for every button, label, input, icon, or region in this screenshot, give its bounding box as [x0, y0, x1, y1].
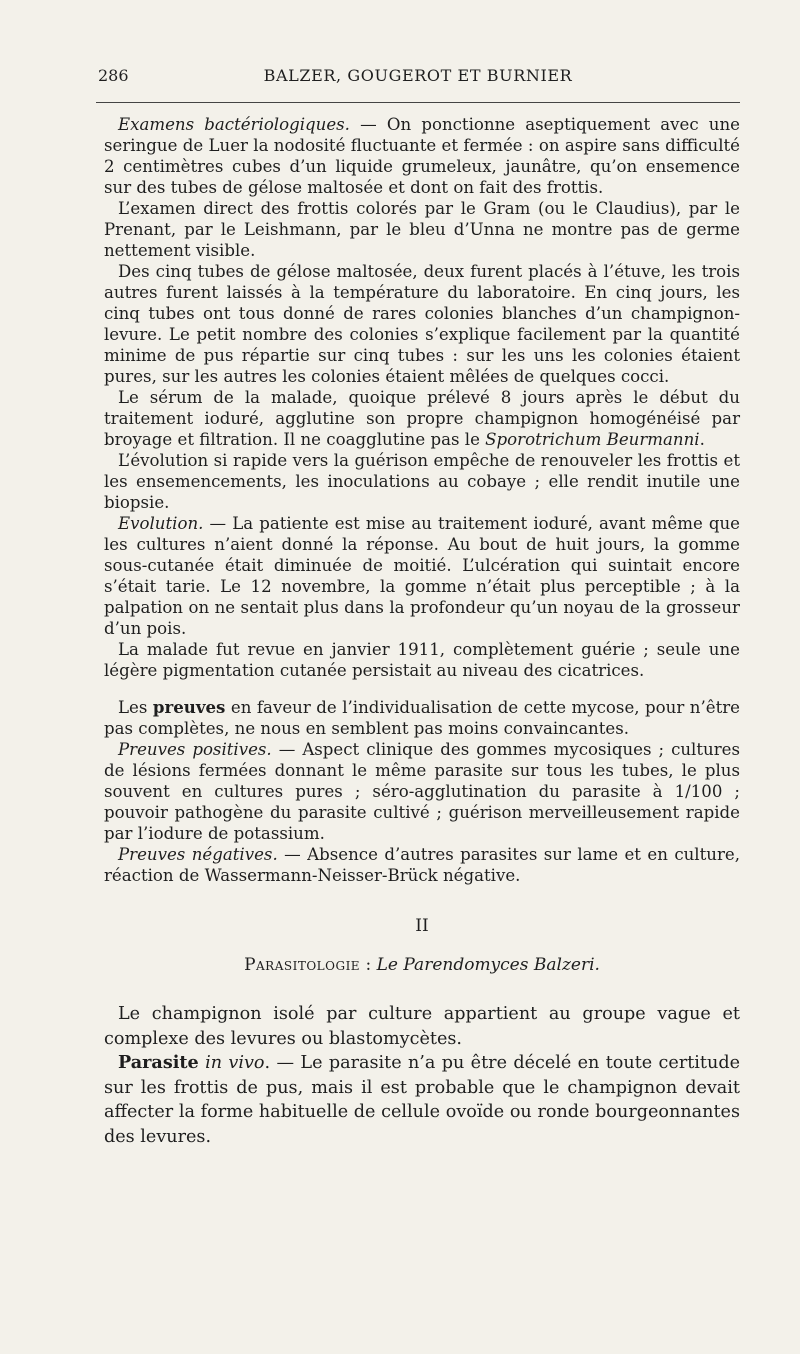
- paragraph-evolution: [104, 513, 740, 639]
- paragraph-tubes: Des cinq tubes de gélose maltosée, deux furent placés à l’étuve, les trois autres furent laissés à la température du laboratoire. En cinq jours, les cinq tubes ont tous donné de rares colonies blanches d’un champignon-levure. Le petit nombre des colonies s’explique facilement par la quantité minime de pus répartie sur cinq tubes : sur les uns les colonies étaient pures, sur les autres les colonies étaient mêlées de quelques cocci.: [104, 262, 740, 386]
- paragraph-parasite: [104, 1051, 740, 1149]
- paragraph-preuves-positives: [104, 739, 740, 844]
- paragraph-text: — Absence d’autres parasites sur lame et en culture, réaction de Wassermann-Neisser-Brück négative.: [104, 845, 741, 885]
- paragraph-text: Le sérum de la malade, quoique prélevé 8 jours après le début du traitement ioduré, agglutine son propre champignon homogénéisé par broyage et filtration. Il ne coagglutine pas le: [104, 388, 740, 449]
- paragraph-serum: [104, 387, 740, 450]
- page-header: [96, 62, 740, 103]
- section-separator: :: [360, 955, 377, 975]
- section-title: Le Parendomyces Balzeri.: [376, 955, 600, 975]
- paragraph-preuves-negatives: [104, 844, 740, 886]
- paragraph-text: en faveur de l’individualisation de cette mycose, pour n’être pas complètes, ne nous en semblent pas moins convaincantes.: [104, 698, 740, 738]
- paragraph-lead: Preuves négatives.: [118, 845, 278, 864]
- paragraph-champignon: Le champignon isolé par culture appartient au groupe vague et complexe des levures ou blastomycètes.: [104, 1004, 740, 1049]
- page-number: 286: [98, 66, 129, 85]
- paragraph-lead: Examens bactériologiques.: [118, 115, 350, 134]
- paragraph-text: — On ponctionne aseptiquement avec une seringue de Luer la nodosité fluctuante et fermée : on aspire sans difficulté 2 centimètres cubes d’un liquide grumeleux, jaunâtre, qu’on ensemence sur des tubes de gélose maltosée et dont on fait des frottis.: [104, 115, 741, 197]
- section-heading: [104, 955, 740, 976]
- paragraph-text: Les: [118, 698, 153, 717]
- paragraph-lead: Preuves positives.: [118, 740, 272, 759]
- paragraph-revue: La malade fut revue en janvier 1911, complètement guérie ; seule une légère pigmentation cutanée persistait au niveau des cicatrices.: [104, 640, 740, 680]
- bold-term: preuves: [152, 697, 226, 717]
- body-text: [104, 114, 740, 1149]
- species-name: Sporotrichum Beurmanni: [485, 430, 700, 449]
- paragraph-text: — Aspect clinique des gommes mycosiques ; cultures de lésions fermées donnant le même parasite sur tous les tubes, le plus souvent en cultures pures ; séro-agglutination du parasite à 1/100 ; pouvoir pathogène du parasite cultivé ; guérison merveilleusement rapide par l’iodure de potassium.: [104, 740, 740, 843]
- paragraph-lead: Evolution.: [118, 514, 204, 533]
- paragraph-examen-direct: L’examen direct des frottis colorés par le Gram (ou le Claudius), par le Prenant, par le Leishmann, par le bleu d’Unna ne montre pas de germe nettement visible.: [104, 199, 740, 260]
- bold-term: Parasite: [118, 1052, 199, 1073]
- paragraph-text: . — Le parasite n’a pu être décelé en toute certitude sur les frottis de pus, mais il est probable que le champignon devait affecter la forme habituelle de cellule ovoïde ou ronde bourgeonnantes des levures.: [104, 1053, 741, 1147]
- running-head: BALZER, GOUGEROT ET BURNIER: [263, 66, 573, 85]
- latin-term: in vivo: [205, 1053, 265, 1073]
- paragraph-examens: [104, 114, 740, 198]
- paragraph-text: — La patiente est mise au traitement ioduré, avant même que les cultures n’aient donné la réponse. Au bout de huit jours, la gomme sous-cutanée était diminuée de moitié. L’ulcération qui suintait encore s’était tarie. Le 12 novembre, la gomme n’était plus perceptible ; à la palpation on ne sentait plus dans la profondeur qu’un noyau de la grosseur d’un pois.: [104, 514, 740, 638]
- paragraph-evolution-rapide: L’évolution si rapide vers la guérison empêche de renouveler les frottis et les ensemencements, les inoculations au cobaye ; elle rendit inutile une biopsie.: [104, 451, 740, 512]
- section-label: Parasitologie: [244, 955, 361, 975]
- paragraph-preuves: [104, 697, 740, 739]
- paragraph-text: .: [699, 430, 705, 449]
- section-number: II: [415, 916, 429, 936]
